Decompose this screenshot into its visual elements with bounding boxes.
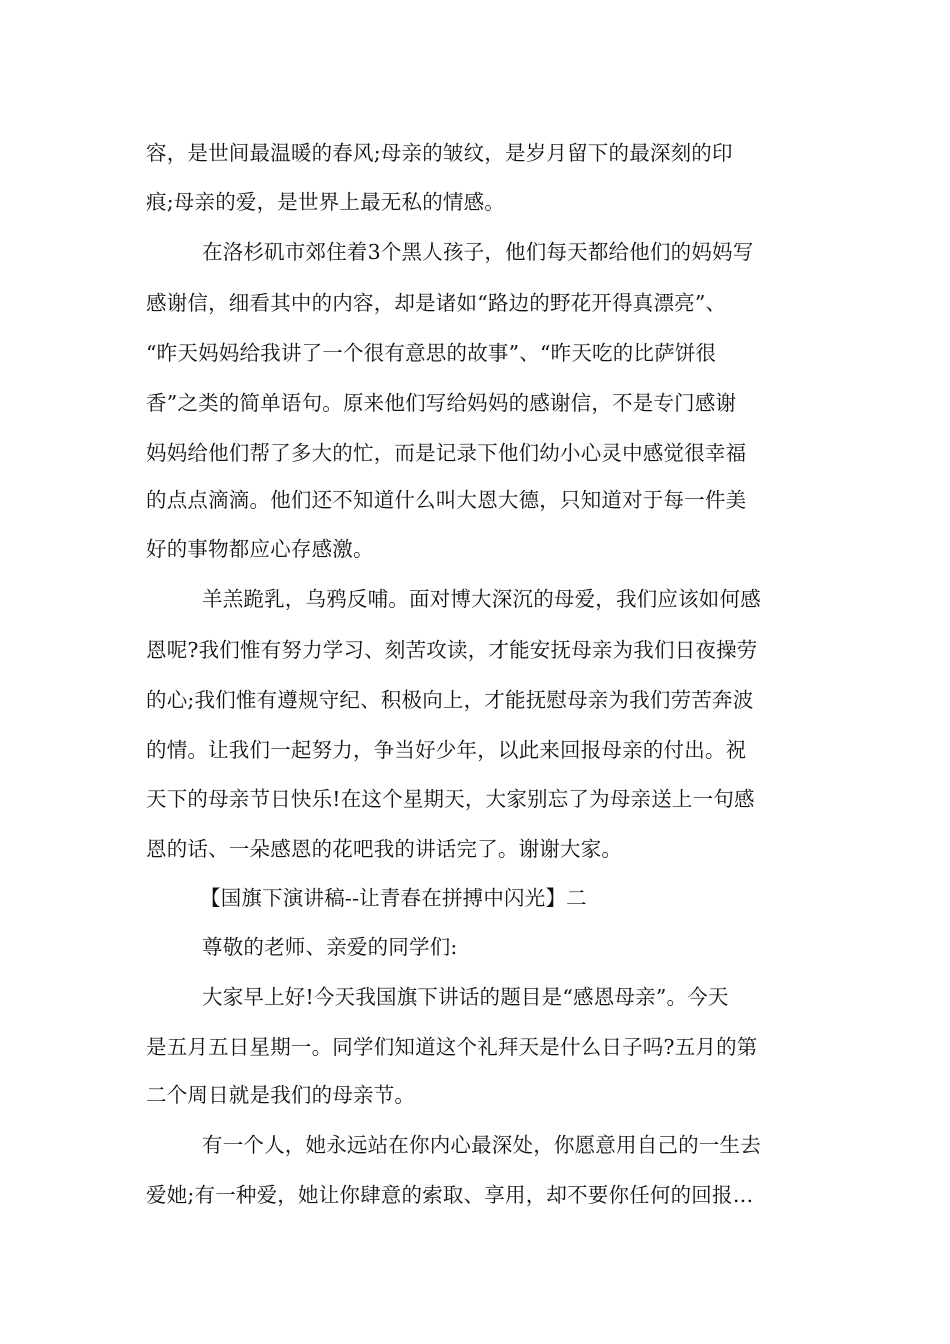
text-line: 二个周日就是我们的母亲节。 [146, 1083, 416, 1107]
paragraph-first-line: 大家早上好!今天我国旗下讲话的题目是“感恩母亲”。今天 [202, 985, 729, 1009]
paragraph-first-line: 羊羔跪乳，乌鸦反哺。面对博大深沉的母爱，我们应该如何感 [202, 587, 761, 611]
text-line: 的心;我们惟有遵规守纪、积极向上，才能抚慰母亲为我们劳苦奔波 [146, 688, 754, 712]
section-heading: 【国旗下演讲稿--让青春在拼搏中闪光】二 [200, 886, 587, 910]
salutation: 尊敬的老师、亲爱的同学们: [202, 935, 458, 959]
text-line: 是五月五日星期一。同学们知道这个礼拜天是什么日子吗?五月的第 [146, 1035, 758, 1059]
text-line: 天下的母亲节日快乐!在这个星期天，大家别忘了为母亲送上一句感 [146, 787, 755, 811]
text-line: 香”之类的简单语句。原来他们写给妈妈的感谢信，不是专门感谢 [146, 391, 737, 415]
paragraph-first-line: 在洛杉矶市郊住着3个黑人孩子，他们每天都给他们的妈妈写 [202, 240, 754, 264]
text-line: 恩呢?我们惟有努力学习、刻苦攻读，才能安抚母亲为我们日夜操劳 [146, 638, 758, 662]
text-line: “昨天妈妈给我讲了一个很有意思的故事”、“昨天吃的比萨饼很 [146, 341, 717, 365]
text-line: 痕;母亲的爱，是世界上最无私的情感。 [146, 190, 506, 214]
text-line: 的情。让我们一起努力，争当好少年，以此来回报母亲的付出。祝 [146, 738, 747, 762]
text-line: 妈妈给他们帮了多大的忙，而是记录下他们幼小心灵中感觉很幸福 [146, 441, 747, 465]
text-line: 爱她;有一种爱，她让你肆意的索取、享用，却不要你任何的回报… [146, 1183, 754, 1207]
text-line: 好的事物都应心存感激。 [146, 537, 374, 561]
paragraph-first-line: 有一个人，她永远站在你内心最深处，你愿意用自己的一生去 [202, 1133, 761, 1157]
text-line: 感谢信，细看其中的内容，却是诸如“路边的野花开得真漂亮”、 [146, 291, 727, 315]
text-line: 恩的话、一朵感恩的花吧我的讲话完了。谢谢大家。 [146, 837, 623, 861]
text-line: 容，是世间最温暖的春风;母亲的皱纹，是岁月留下的最深刻的印 [146, 141, 733, 165]
text-line: 的点点滴滴。他们还不知道什么叫大恩大德，只知道对于每一件美 [146, 488, 747, 512]
